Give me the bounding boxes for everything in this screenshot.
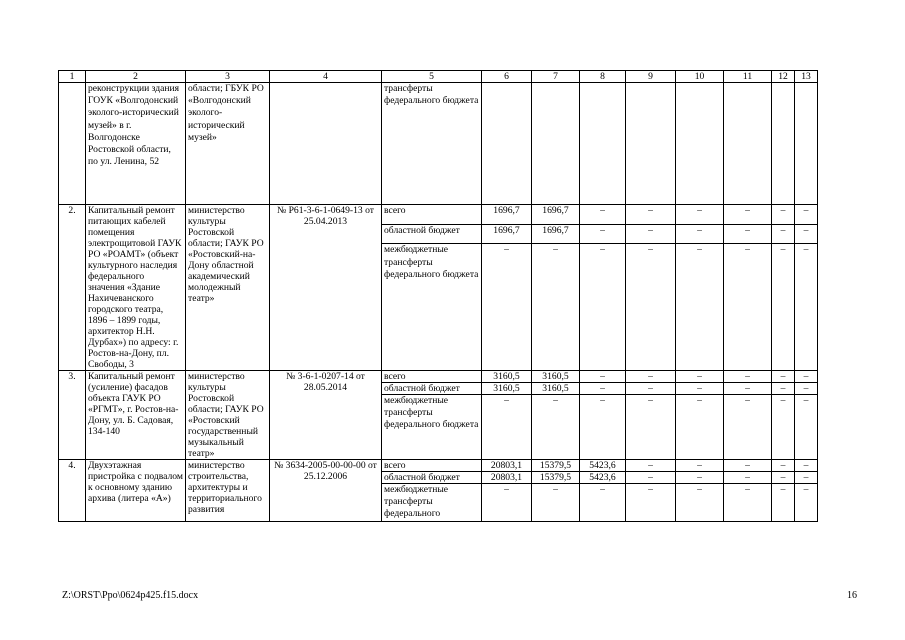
object-row xyxy=(59,460,818,472)
source-label-cell: всего xyxy=(382,205,482,225)
row-number-cell xyxy=(59,83,86,205)
value-cell: – xyxy=(532,395,580,460)
value-cell: – xyxy=(724,460,772,472)
value-cell: 3160,5 xyxy=(482,371,532,383)
value-cell xyxy=(724,83,772,205)
source-label-cell: областной бюджет xyxy=(382,224,482,244)
value-cell: – xyxy=(724,484,772,522)
header-cell: 13 xyxy=(795,71,818,83)
value-cell: 15379,5 xyxy=(532,460,580,472)
source-cell: трансферты федерального бюджета xyxy=(382,83,482,205)
footer-page-number: 16 xyxy=(847,590,857,601)
document-cell: № 3-6-1-0207-14 от 28.05.2014 xyxy=(270,371,382,460)
header-cell: 10 xyxy=(676,71,724,83)
value-cell: – xyxy=(482,244,532,371)
value-cell: – xyxy=(772,484,795,522)
value-cell: – xyxy=(724,472,772,484)
header-cell: 11 xyxy=(724,71,772,83)
value-cell: – xyxy=(772,244,795,371)
value-cell: – xyxy=(532,244,580,371)
document-cell xyxy=(270,83,382,205)
value-cell: – xyxy=(676,383,724,395)
value-cell xyxy=(676,83,724,205)
value-cell: – xyxy=(626,395,676,460)
customer-cell: министерство культуры Ростовской области; ГАУК РО «Ростовский-на-Дону областной академический молодежный театр» xyxy=(186,205,270,371)
value-cell: – xyxy=(532,484,580,522)
value-cell: 3160,5 xyxy=(532,383,580,395)
value-cell: – xyxy=(772,383,795,395)
value-cell: – xyxy=(772,472,795,484)
value-cell: – xyxy=(676,395,724,460)
value-cell: – xyxy=(724,224,772,244)
budget-table xyxy=(58,70,818,522)
row-number-cell: 4. xyxy=(59,460,86,522)
value-cell: – xyxy=(626,224,676,244)
object-name-cell: реконструкции здания ГОУК «Волгодонский эколого-исторический музей» в г. Волгодонске Ростовской области, по ул. Ленина, 52 xyxy=(86,83,186,205)
value-cell: – xyxy=(626,371,676,383)
document-cell: № Р61-3-6-1-0649-13 от 25.04.2013 xyxy=(270,205,382,371)
value-cell: – xyxy=(724,383,772,395)
value-cell: – xyxy=(626,472,676,484)
value-cell: 1696,7 xyxy=(482,224,532,244)
value-cell xyxy=(580,83,626,205)
object-row xyxy=(59,205,818,225)
header-cell: 2 xyxy=(86,71,186,83)
value-cell xyxy=(482,83,532,205)
value-cell: 20803,1 xyxy=(482,460,532,472)
value-cell: 3160,5 xyxy=(532,371,580,383)
value-cell: 3160,5 xyxy=(482,383,532,395)
value-cell xyxy=(772,83,795,205)
value-cell: 5423,6 xyxy=(580,460,626,472)
value-cell: 1696,7 xyxy=(532,205,580,225)
value-cell xyxy=(532,83,580,205)
value-cell: – xyxy=(676,484,724,522)
row-number-cell: 3. xyxy=(59,371,86,460)
header-cell: 4 xyxy=(270,71,382,83)
value-cell: – xyxy=(724,371,772,383)
source-label-cell: областной бюджет xyxy=(382,383,482,395)
value-cell: – xyxy=(795,472,818,484)
source-label-cell: межбюджетные трансферты федерального бюджета xyxy=(382,395,482,460)
value-cell: – xyxy=(580,371,626,383)
value-cell: – xyxy=(795,484,818,522)
continuation-row xyxy=(59,83,818,205)
header-cell: 6 xyxy=(482,71,532,83)
source-label-cell: межбюджетные трансферты федерального xyxy=(382,484,482,522)
header-cell: 3 xyxy=(186,71,270,83)
header-cell: 5 xyxy=(382,71,482,83)
value-cell: – xyxy=(580,224,626,244)
value-cell: – xyxy=(772,460,795,472)
value-cell: – xyxy=(580,484,626,522)
value-cell: – xyxy=(626,383,676,395)
value-cell: 15379,5 xyxy=(532,472,580,484)
value-cell: – xyxy=(795,460,818,472)
object-name-cell: Двухэтажная пристройка с подвалом к основному зданию архива (литера «А») xyxy=(86,460,186,522)
object-row xyxy=(59,371,818,383)
document-cell: № 3634-2005-00-00-00 от 25.12.2006 xyxy=(270,460,382,522)
value-cell: – xyxy=(676,371,724,383)
value-cell: – xyxy=(580,395,626,460)
value-cell: – xyxy=(580,244,626,371)
value-cell: – xyxy=(626,205,676,225)
value-cell: 1696,7 xyxy=(482,205,532,225)
source-label-cell: областной бюджет xyxy=(382,472,482,484)
value-cell: – xyxy=(482,395,532,460)
header-cell: 9 xyxy=(626,71,676,83)
value-cell: – xyxy=(772,205,795,225)
customer-cell: области; ГБУК РО «Волгодонский эколого-исторический музей» xyxy=(186,83,270,205)
customer-cell: министерство строительства, архитектуры и территориального развития xyxy=(186,460,270,522)
header-cell: 8 xyxy=(580,71,626,83)
value-cell: 5423,6 xyxy=(580,472,626,484)
value-cell: – xyxy=(795,205,818,225)
value-cell: – xyxy=(795,371,818,383)
value-cell xyxy=(795,83,818,205)
table-body xyxy=(59,71,818,522)
footer-file-path: Z:\ORST\Ppo\0624p425.f15.docx xyxy=(62,590,199,601)
value-cell: – xyxy=(772,224,795,244)
value-cell: – xyxy=(772,371,795,383)
source-label-cell: межбюджетные трансферты федерального бюджета xyxy=(382,244,482,371)
value-cell: – xyxy=(676,244,724,371)
customer-cell: министерство культуры Ростовской области; ГАУК РО «Ростовский государственный музыкальный театр» xyxy=(186,371,270,460)
source-label-cell: всего xyxy=(382,460,482,472)
value-cell: – xyxy=(676,224,724,244)
value-cell: – xyxy=(580,383,626,395)
value-cell xyxy=(626,83,676,205)
value-cell: – xyxy=(580,205,626,225)
value-cell: – xyxy=(676,205,724,225)
value-cell: – xyxy=(772,395,795,460)
value-cell: – xyxy=(482,484,532,522)
header-cell: 12 xyxy=(772,71,795,83)
value-cell: – xyxy=(795,395,818,460)
object-name-cell: Капитальный ремонт питающих кабелей помещения электрощитовой ГАУК РО «РОАМТ» (объект культурного наследия федерального значения «Здание Нахичеванского городского театра, 1896 – 1899 годы, архитектор Н.Н. Дурбах») по адресу: г. Ростов-на-Дону, пл. Свободы, 3 xyxy=(86,205,186,371)
value-cell: – xyxy=(795,244,818,371)
source-label-cell: всего xyxy=(382,371,482,383)
value-cell: 20803,1 xyxy=(482,472,532,484)
value-cell: – xyxy=(626,484,676,522)
value-cell: – xyxy=(626,244,676,371)
value-cell: – xyxy=(795,224,818,244)
value-cell: – xyxy=(626,460,676,472)
object-name-cell: Капитальный ремонт (усиление) фасадов объекта ГАУК РО «РГМТ», г. Ростов-на-Дону, ул. Б. Садовая, 134-140 xyxy=(86,371,186,460)
value-cell: – xyxy=(724,205,772,225)
value-cell: 1696,7 xyxy=(532,224,580,244)
value-cell: – xyxy=(795,383,818,395)
value-cell: – xyxy=(676,460,724,472)
value-cell: – xyxy=(724,244,772,371)
value-cell: – xyxy=(724,395,772,460)
row-number-cell: 2. xyxy=(59,205,86,371)
value-cell: – xyxy=(676,472,724,484)
column-number-row xyxy=(59,71,818,83)
header-cell: 7 xyxy=(532,71,580,83)
header-cell: 1 xyxy=(59,71,86,83)
